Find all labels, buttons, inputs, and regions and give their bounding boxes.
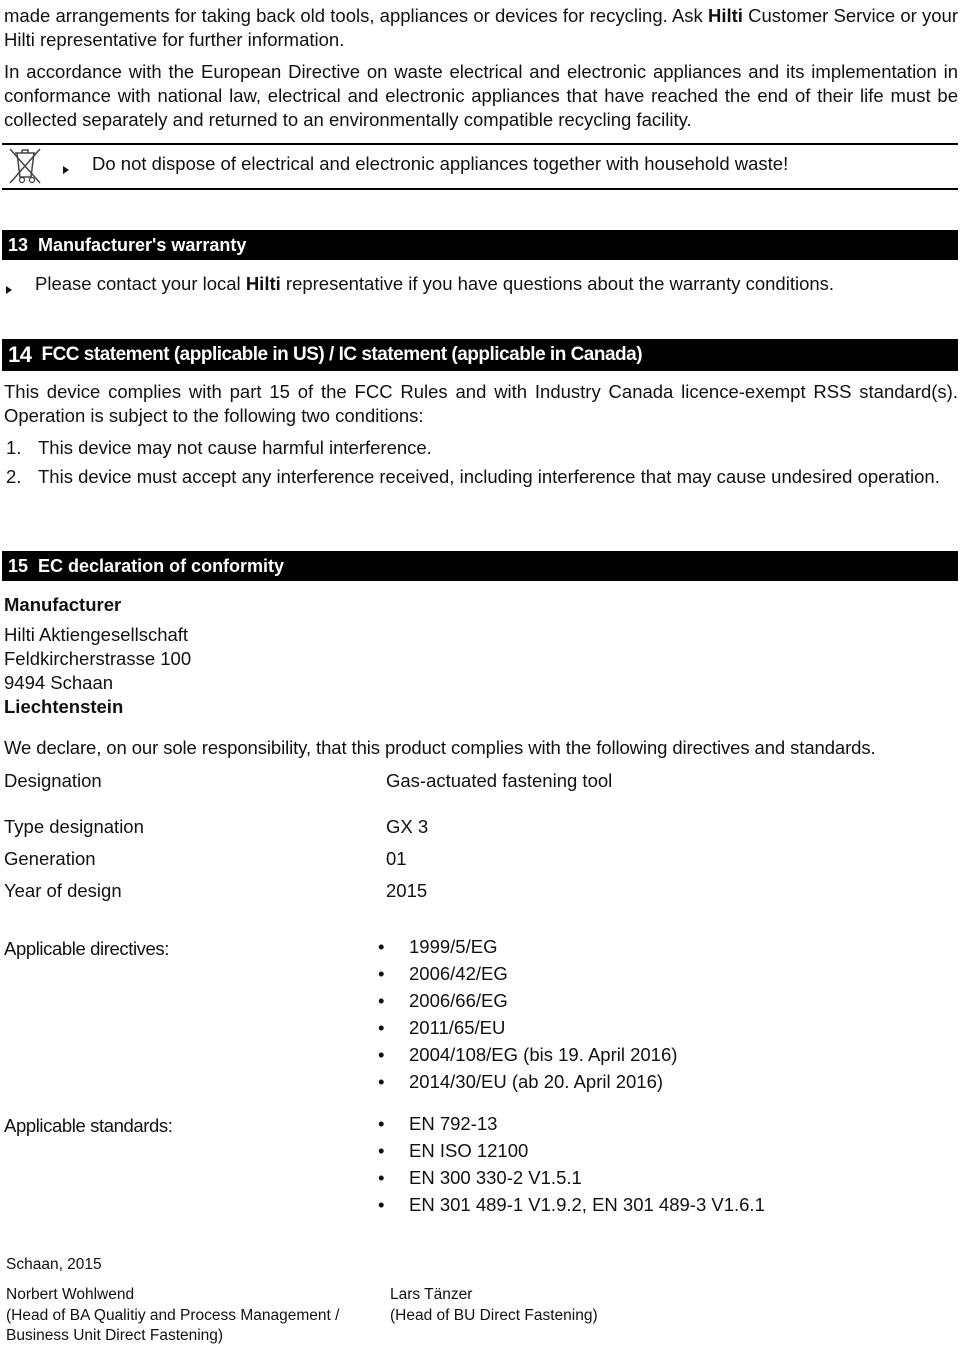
manufacturer-label: Manufacturer: [4, 594, 122, 615]
section-number: 13: [8, 234, 29, 255]
address-line: 9494 Schaan: [4, 672, 114, 693]
directives-label: Applicable directives:: [4, 938, 169, 959]
row-value: 01: [386, 848, 407, 869]
list-item-number: 1.: [6, 437, 22, 458]
row-label: Type designation: [4, 816, 144, 837]
directive-text: 2011/65/EU: [409, 1017, 506, 1038]
standards-label: Applicable standards:: [4, 1115, 173, 1136]
intro-paragraph-1: [4, 4, 958, 52]
row-value: 2015: [386, 880, 428, 901]
directive-item: • 2011/65/EU: [378, 1017, 506, 1038]
directive-text: 1999/5/EG: [409, 936, 498, 957]
standard-item: • EN 792-13: [378, 1113, 498, 1134]
address-line: Hilti Aktiengesellschaft: [4, 624, 189, 645]
intro-text: Customer Service or your Hilti representative for further information.: [4, 5, 959, 50]
signer-role: (Head of BA Qualitiy and Process Management /: [6, 1307, 340, 1324]
crossed-bin-icon: [6, 145, 44, 187]
standard-item: • EN 300 330-2 V1.5.1: [378, 1167, 582, 1188]
directive-item: • 2006/66/EG: [378, 990, 508, 1011]
list-item-number: 2.: [6, 466, 22, 487]
section-title: EC declaration of conformity: [38, 555, 285, 576]
directive-item: • 1999/5/EG: [378, 936, 498, 957]
directive-item: • 2014/30/EU (ab 20. April 2016): [378, 1071, 664, 1092]
section-title: FCC statement (applicable in US) / IC statement (applicable in Canada): [41, 344, 643, 365]
signer-role: (Head of BU Direct Fastening): [390, 1307, 598, 1324]
row-label: Year of design: [4, 880, 122, 901]
row-label: Generation: [4, 848, 96, 869]
warranty-text: [35, 272, 834, 296]
warranty-text-part: representative if you have questions about the warranty conditions.: [280, 273, 835, 294]
divider: [2, 143, 958, 145]
declaration-text: We declare, on our sole responsibility, that this product complies with the following directives and standards.: [4, 737, 876, 758]
row-label: Designation: [4, 770, 102, 791]
section-15-header: [2, 551, 958, 581]
directive-text: 2006/66/EG: [409, 990, 508, 1011]
bullet-triangle-icon: [63, 161, 69, 179]
directive-text: 2014/30/EU (ab 20. April 2016): [409, 1071, 664, 1092]
directive-text: 2006/42/EG: [409, 963, 508, 984]
standard-item: • EN ISO 12100: [378, 1140, 529, 1161]
fcc-paragraph: This device complies with part 15 of the FCC Rules and with Industry Canada licence-exempt RSS standard(s). Operation is subject to the following two conditions:: [4, 381, 958, 426]
divider: [2, 188, 958, 190]
warning-text: Do not dispose of electrical and electronic appliances together with household waste!: [92, 153, 789, 174]
section-number: 15: [8, 555, 29, 576]
signer-role: Business Unit Direct Fastening): [6, 1327, 224, 1344]
row-value: Gas-actuated fastening tool: [386, 770, 613, 791]
row-value: GX 3: [386, 816, 429, 837]
brand-name: Hilti: [707, 5, 743, 26]
warranty-text-part: Please contact your local: [35, 273, 246, 294]
country: Liechtenstein: [4, 696, 124, 717]
list-item: This device may not cause harmful interference.: [38, 437, 432, 458]
intro-text: made arrangements for taking back old tools, appliances or devices for recycling. Ask: [4, 5, 708, 26]
brand-name: Hilti: [245, 273, 281, 294]
section-14-header: [2, 339, 958, 371]
place-date: Schaan, 2015: [6, 1256, 102, 1273]
standard-text: EN 300 330-2 V1.5.1: [409, 1167, 582, 1188]
standard-text: EN 792-13: [409, 1113, 498, 1134]
directive-item: • 2004/108/EG (bis 19. April 2016): [378, 1044, 678, 1065]
address-line: Feldkircherstrasse 100: [4, 648, 192, 669]
section-title: Manufacturer's warranty: [38, 234, 247, 255]
signer-name: Lars Tänzer: [390, 1286, 473, 1303]
intro-paragraph-2: In accordance with the European Directive on waste electrical and electronic appliances and its implementation in conformance with national law, electrical and electronic appliances that have reached the end of their life must be collected separately and returned to an environmentally compatible recycling facility.: [4, 61, 958, 130]
standard-item: • EN 301 489-1 V1.9.2, EN 301 489-3 V1.6.1: [378, 1194, 765, 1215]
bullet-triangle-icon: [6, 281, 12, 299]
standard-text: EN ISO 12100: [409, 1140, 529, 1161]
standard-text: EN 301 489-1 V1.9.2, EN 301 489-3 V1.6.1: [409, 1194, 765, 1215]
section-number: 14: [8, 342, 32, 367]
signer-name: Norbert Wohlwend: [6, 1286, 135, 1303]
directive-item: • 2006/42/EG: [378, 963, 508, 984]
list-item: This device must accept any interference received, including interference that may cause undesired operation.: [38, 466, 940, 487]
directive-text: 2004/108/EG (bis 19. April 2016): [409, 1044, 678, 1065]
section-13-header: [2, 230, 958, 260]
